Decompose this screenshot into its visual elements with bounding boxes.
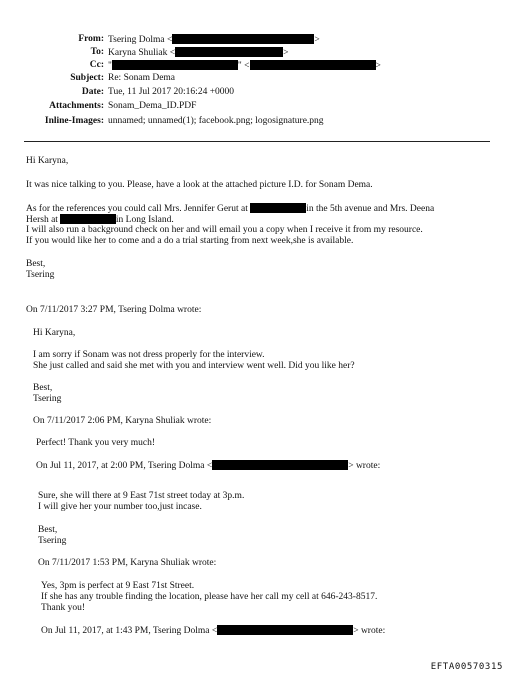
subject-label: Subject: bbox=[70, 73, 104, 83]
from-end: > bbox=[314, 35, 320, 45]
from-name: Tsering Dolma < bbox=[108, 35, 173, 45]
subject-value: Re: Sonam Dema bbox=[108, 73, 176, 83]
references-text: in Long Island. bbox=[115, 215, 174, 225]
quote-line: I am sorry if Sonam was not dress properly for the interview. bbox=[33, 350, 265, 360]
to-label: To: bbox=[90, 47, 104, 57]
cc-label: Cc: bbox=[89, 60, 104, 70]
quote-signoff: Best, bbox=[33, 383, 53, 393]
to-name: Karyna Shuliak < bbox=[108, 48, 176, 58]
quote-greeting: Hi Karyna, bbox=[33, 328, 76, 338]
quote-header: On 7/11/2017 1:53 PM, Karyna Shuliak wrote: bbox=[38, 558, 217, 568]
quote-signature: Tsering bbox=[33, 394, 62, 404]
document-id: EFTA00570315 bbox=[430, 662, 503, 672]
quote-line: I will give her your number too,just incase. bbox=[38, 502, 202, 512]
cc-value bbox=[108, 60, 381, 72]
cc-mid: " < bbox=[237, 61, 250, 71]
redaction-box bbox=[172, 34, 314, 44]
greeting: Hi Karyna, bbox=[26, 156, 69, 166]
from-value bbox=[108, 34, 320, 46]
quote-header bbox=[36, 460, 380, 472]
quote-signature: Tsering bbox=[38, 536, 67, 546]
to-value bbox=[108, 47, 288, 59]
body-line: I will also run a background check on her and will email you a copy when I receive it from my resource. bbox=[26, 225, 423, 235]
quote-header: On 7/11/2017 2:06 PM, Karyna Shuliak wrote: bbox=[33, 416, 212, 426]
attachments-label: Attachments: bbox=[49, 101, 104, 111]
to-end: > bbox=[283, 48, 289, 58]
cc-end: > bbox=[375, 61, 381, 71]
quote-header-text: On Jul 11, 2017, at 1:43 PM, Tsering Dolma < bbox=[41, 626, 218, 636]
references-text: Hersh at bbox=[26, 215, 58, 225]
signature: Tsering bbox=[26, 270, 55, 280]
references-text: in the 5th avenue and Mrs. Deena bbox=[306, 204, 435, 214]
quote-header-text: On Jul 11, 2017, at 2:00 PM, Tsering Dolma < bbox=[36, 461, 213, 471]
quote-line: If she has any trouble finding the location, please have her call my cell at 646-243-8517. bbox=[41, 592, 378, 602]
redaction-box bbox=[250, 60, 376, 70]
redaction-box bbox=[175, 47, 283, 57]
redaction-box bbox=[60, 214, 116, 224]
attachments-value: Sonam_Dema_ID.PDF bbox=[108, 101, 197, 111]
redaction-box bbox=[217, 625, 353, 635]
redaction-box bbox=[250, 203, 306, 213]
signoff: Best, bbox=[26, 259, 46, 269]
date-value: Tue, 11 Jul 2017 20:16:24 +0000 bbox=[108, 87, 235, 97]
quote-line: Sure, she will there at 9 East 71st street today at 3p.m. bbox=[38, 491, 245, 501]
body-line: If you would like her to come and a do a trial starting from next week,she is available. bbox=[26, 236, 354, 246]
quote-line: Thank you! bbox=[41, 603, 86, 613]
inline-images-value: unnamed; unnamed(1); facebook.png; logosignature.png bbox=[108, 116, 324, 126]
cc-quote: " bbox=[108, 61, 112, 71]
quote-header-text: > wrote: bbox=[353, 626, 386, 636]
redaction-box bbox=[212, 460, 348, 470]
quote-line: She just called and said she met with you and interview went well. Did you like her? bbox=[33, 361, 355, 371]
from-label: From: bbox=[78, 34, 104, 44]
inline-images-label: Inline-Images: bbox=[44, 116, 104, 126]
redaction-box bbox=[112, 60, 238, 70]
quote-header-text: > wrote: bbox=[348, 461, 381, 471]
quote-header bbox=[41, 625, 385, 637]
body-paragraph: It was nice talking to you. Please, have a look at the attached picture I.D. for Sonam Dema. bbox=[26, 180, 373, 190]
quote-line: Perfect! Thank you very much! bbox=[36, 438, 156, 448]
quote-line: Yes, 3pm is perfect at 9 East 71st Street. bbox=[41, 581, 195, 591]
quote-header: On 7/11/2017 3:27 PM, Tsering Dolma wrote: bbox=[26, 305, 202, 315]
quote-signoff: Best, bbox=[38, 525, 58, 535]
date-label: Date: bbox=[81, 87, 104, 97]
header-divider bbox=[24, 141, 490, 142]
references-text: As for the references you could call Mrs. Jennifer Gerut at bbox=[26, 204, 248, 214]
